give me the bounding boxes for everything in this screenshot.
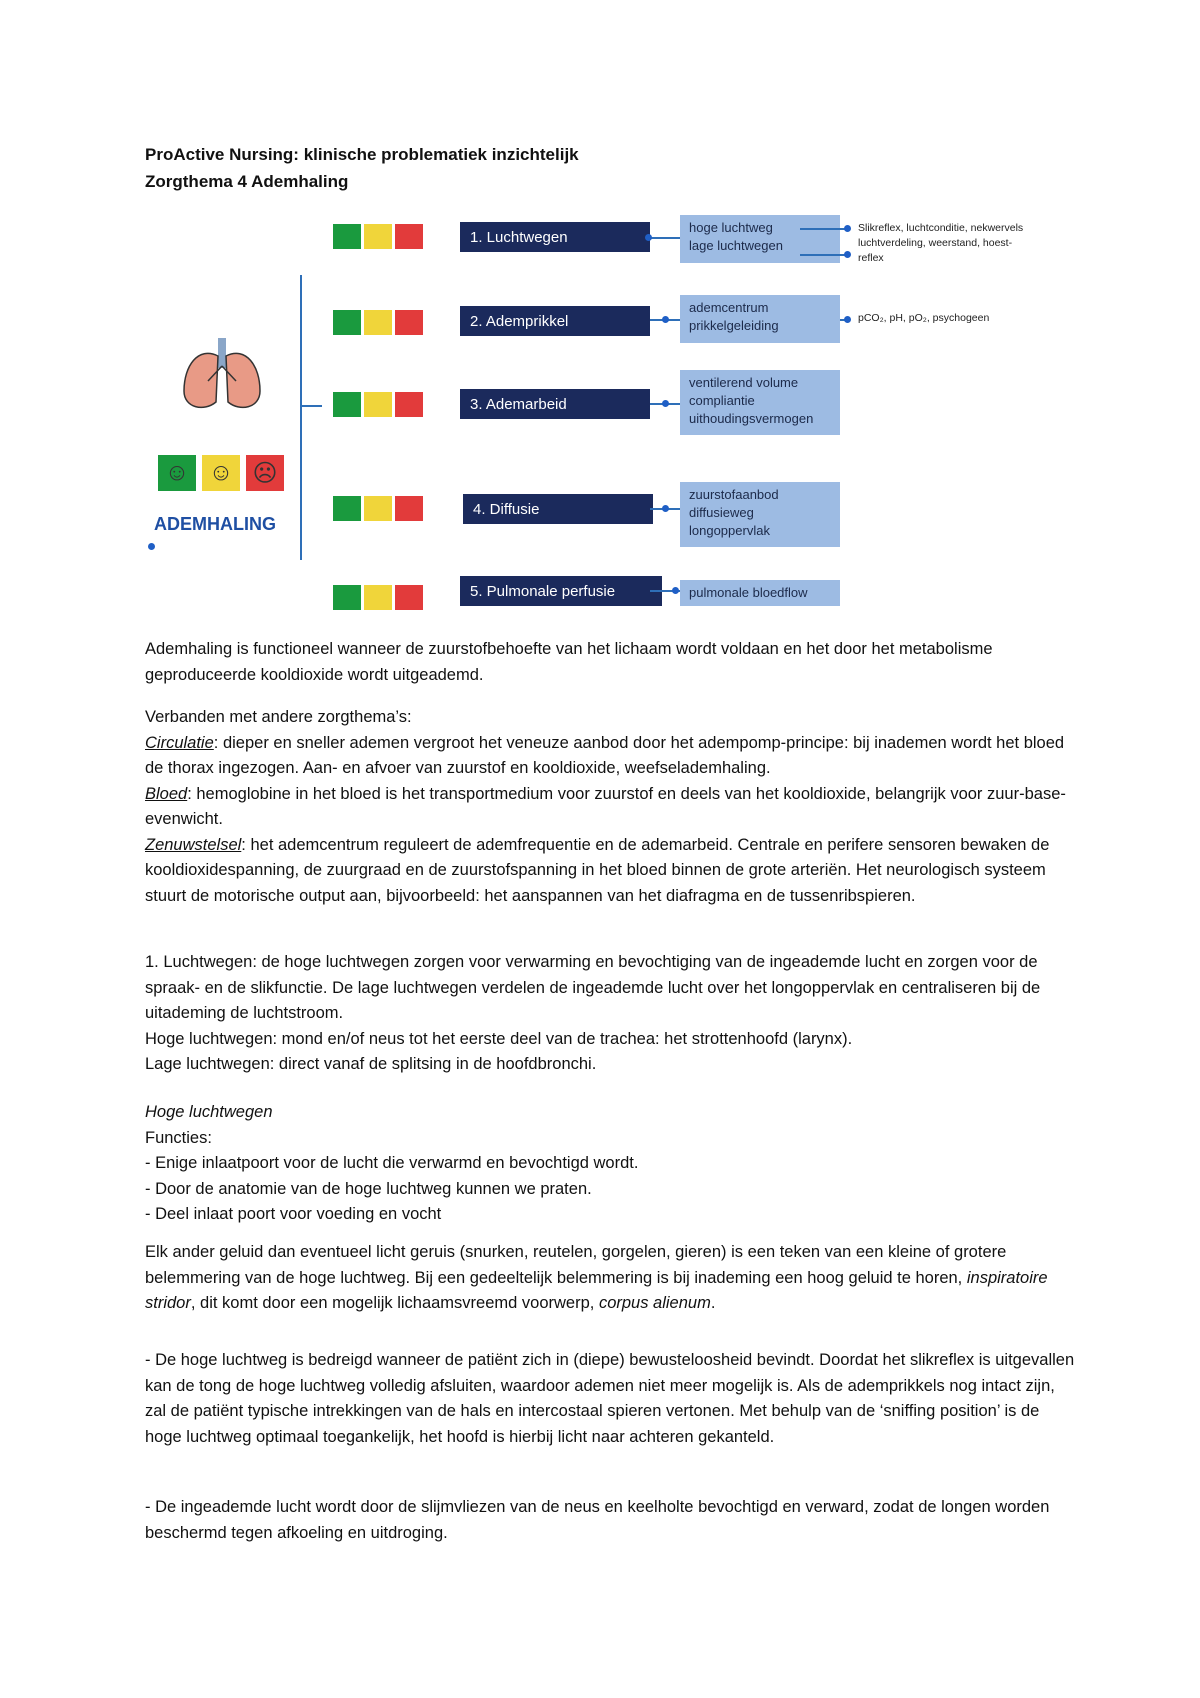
- circulatie-text: : dieper en sneller ademen vergroot het veneuze aanbod door het adempomp-principe: bij inademen wordt het bloed de thorax ingezogen. Aan- en afvoer van zuurstof en kooldioxide, weefselademhaling.: [145, 733, 1065, 777]
- geluid-text: .: [710, 1294, 716, 1312]
- geluid-text: Elk ander geluid dan eventueel licht geruis (snurken, reutelen, gorgelen, gieren) is een teken van een kleine of grotere belemmering van de hoge luchtweg. Bij een gedeeltelijk belemmering is bij inademing een hoog geluid te horen,: [145, 1243, 1007, 1287]
- connector-dot: [662, 505, 669, 512]
- verbanden-title: Verbanden met andere zorgthema’s:: [145, 708, 412, 726]
- connector-dot: [645, 234, 652, 241]
- functies-label: Functies:: [145, 1128, 212, 1147]
- circulatie-paragraph: [145, 731, 1075, 782]
- connector-dot: [844, 251, 851, 258]
- detail-item: zuurstofaanbod: [689, 487, 779, 502]
- status-faces: [158, 455, 284, 491]
- side-note: luchtverdeling, weerstand, hoest-: [858, 237, 1013, 249]
- functie-item: - Deel inlaat poort voor voeding en vocht: [145, 1205, 442, 1223]
- connector-dot: [662, 316, 669, 323]
- detail-item: lage luchtwegen: [689, 238, 783, 253]
- traffic-light-4: [333, 496, 423, 521]
- inspiratoire-stridor-term: inspiratoire stridor: [145, 1268, 1048, 1312]
- bloed-paragraph: [145, 782, 1075, 833]
- luchtwegen-text: 1. Luchtwegen: de hoge luchtwegen zorgen voor verwarming en bevochtiging van de ingeademde lucht en zorgen voor de spraak- en de slikfunctie. De lage luchtwegen verdelen de ingeademde lucht over het longoppervlak en centraliseren bij de uitademing de luchtstroom.: [145, 953, 1041, 1022]
- details-ademprikkel: [680, 295, 840, 343]
- details-ademarbeid: [680, 370, 840, 435]
- side-note: Slikreflex, luchtconditie, nekwervels: [858, 222, 1024, 234]
- connector: [800, 254, 845, 256]
- detail-item: pulmonale bloedflow: [689, 585, 808, 600]
- connector: [650, 237, 680, 239]
- category-ademarbeid: 3. Ademarbeid: [460, 389, 650, 419]
- connector-dot: [844, 316, 851, 323]
- trunk-connector: [300, 405, 322, 407]
- slijmvliezen-text: - De ingeademde lucht wordt door de slijmvliezen van de neus en keelholte bevochtigd en verward, zodat de longen worden beschermd tegen afkoeling en uitdroging.: [145, 1498, 1050, 1542]
- connector-dot: [672, 587, 679, 594]
- ademhaling-diagram: [0, 0, 1200, 620]
- detail-item: uithoudingsvermogen: [689, 411, 814, 426]
- hoge-luchtwegen-title: Hoge luchtwegen: [145, 1103, 273, 1121]
- category-diffusie: 4. Diffusie: [463, 494, 653, 524]
- trunk-line: [300, 275, 302, 560]
- category-pulmonale-perfusie: 5. Pulmonale perfusie: [460, 576, 662, 606]
- luchtwegen-section: [145, 950, 1075, 1078]
- zenuwstelsel-text: : het ademcentrum reguleert de ademfrequentie en de ademarbeid. Centrale en perifere sensoren bewaken de kooldioxidespanning, de zuurgraad en de zuurstofspanning in het bloed binnen de grote arteriën. Het neurologisch systeem stuurt de motorische output aan, bijvoorbeeld: het aanspannen van het diafragma en de tussenribspieren.: [145, 835, 1050, 905]
- doc-title-line1: ProActive Nursing: klinische problematiek inzichtelijk: [145, 145, 579, 164]
- details-diffusie: [680, 482, 840, 547]
- connector-dot: [148, 543, 155, 550]
- side-notes-ademprikkel: [858, 311, 1058, 326]
- lage-luchtwegen-text: Lage luchtwegen: direct vanaf de splitsing in de hoofdbronchi.: [145, 1055, 597, 1073]
- side-note: pCO₂, pH, pO₂, psychogeen: [858, 312, 990, 324]
- detail-item: diffusieweg: [689, 505, 754, 520]
- corpus-alienum-term: corpus alienum: [598, 1294, 711, 1312]
- traffic-light-1: [333, 224, 423, 249]
- intro-text: Ademhaling is functioneel wanneer de zuurstofbehoefte van het lichaam wordt voldaan en het door het metabolisme geproduceerde kooldioxide wordt uitgeademd.: [145, 640, 993, 684]
- geluid-paragraph: [145, 1240, 1075, 1317]
- traffic-light-5: [333, 585, 423, 610]
- side-notes-luchtwegen: [858, 221, 1058, 266]
- bedreigd-text: - De hoge luchtweg is bedreigd wanneer de patiënt zich in (diepe) bewusteloosheid bevindt. Doordat het slikreflex is uitgevallen kan de tong de hoge luchtweg volledig afsluiten, waardoor ademen niet meer mogelijk is. Als de ademprikkels nog intact zijn, zal de patiënt typische intrekkingen van de hals en intercostaal spieren vertonen. Met behulp van de ‘sniffing position’ is de hoge luchtweg optimaal toegankelijk, het hoofd is hierbij licht naar achteren gekanteld.: [145, 1351, 1075, 1446]
- traffic-light-2: [333, 310, 423, 335]
- detail-item: compliantie: [689, 393, 755, 408]
- detail-item: hoge luchtweg: [689, 220, 773, 235]
- slijmvliezen-paragraph: [145, 1495, 1075, 1546]
- detail-item: ventilerend volume: [689, 375, 799, 390]
- doc-title-line2: Zorgthema 4 Ademhaling: [145, 172, 349, 191]
- detail-item: prikkelgeleiding: [689, 318, 779, 333]
- connector: [800, 228, 845, 230]
- sad-face-icon: ☹: [246, 455, 284, 491]
- zenuwstelsel-paragraph: [145, 833, 1075, 910]
- ademhaling-logo-label: ADEMHALING: [154, 514, 276, 534]
- hoge-luchtwegen-section: [145, 1100, 1075, 1228]
- bedreigd-paragraph: [145, 1348, 1075, 1450]
- intro-paragraph: [145, 637, 1075, 688]
- connector-dot: [662, 400, 669, 407]
- functie-item: - Enige inlaatpoort voor de lucht die verwarmd en bevochtigd wordt.: [145, 1154, 639, 1172]
- details-luchtwegen: [680, 215, 840, 263]
- detail-item: longoppervlak: [689, 523, 770, 538]
- functie-item: - Door de anatomie van de hoge luchtweg kunnen we praten.: [145, 1179, 592, 1198]
- category-luchtwegen: 1. Luchtwegen: [460, 222, 650, 252]
- traffic-light-3: [333, 392, 423, 417]
- connector-dot: [844, 225, 851, 232]
- lungs-icon: [178, 336, 266, 416]
- bloed-label: Bloed: [145, 784, 188, 803]
- geluid-text: , dit komt door een mogelijk lichaamsvreemd voorwerp,: [190, 1294, 599, 1312]
- detail-item: ademcentrum: [689, 300, 769, 315]
- circulatie-label: Circulatie: [145, 733, 214, 752]
- details-pulmonale-perfusie: [680, 580, 840, 606]
- hoge-luchtwegen-text: Hoge luchtwegen: mond en/of neus tot het eerste deel van de trachea: het strottenhoofd (larynx).: [145, 1029, 853, 1048]
- bloed-text: : hemoglobine in het bloed is het transportmedium voor zuurstof en deels van het kooldioxide, belangrijk voor zuur-base-evenwicht.: [145, 784, 1066, 828]
- neutral-face-icon: ☺: [202, 455, 240, 491]
- side-note: reflex: [858, 252, 884, 264]
- zenuwstelsel-label: Zenuwstelsel: [145, 835, 242, 854]
- happy-face-icon: ☺: [158, 455, 196, 491]
- verbanden-section: [145, 705, 1075, 909]
- category-ademprikkel: 2. Ademprikkel: [460, 306, 650, 336]
